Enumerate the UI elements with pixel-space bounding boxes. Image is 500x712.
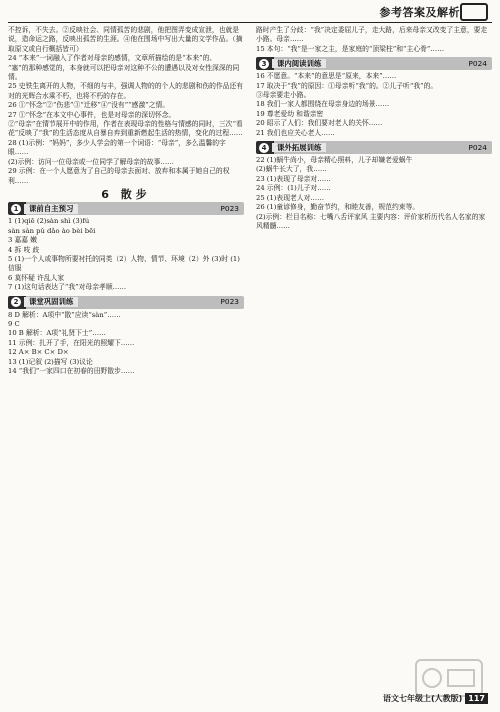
section-bar-preview xyxy=(8,202,244,215)
right-text-2: 16 不愿意。“本来”的意思是“原来，本来”…… xyxy=(256,72,397,81)
left-text-7: 28 (1)示例：“妈妈”，多少人学会的第一个词语：“母亲”，多么温馨的字眼…… xyxy=(8,138,226,157)
section-label: 课外拓展训练 xyxy=(272,143,326,152)
left-bottom-12: 13 (1)记叙 (2)描写 (3)议论 xyxy=(8,357,93,366)
section-number-badge: 3 xyxy=(259,59,269,69)
footer-label: 语文七年级上(人教版) xyxy=(382,694,463,703)
left-text-1: 24 “本来”一词融入了作者对母亲的感情，文章所描绘的是“本来”的、 xyxy=(8,54,217,63)
left-text-0: 不控诉，不失去。②反映社会、同情孤苦的悲剧，他把图弄变成宣泄，也就是说，造命运之路，反映出孤苦的生涯。④他在围场中写出大量的文学作品。（摘取原文或自行概括皆可） xyxy=(8,26,243,53)
right-column xyxy=(256,26,492,231)
left-text-4: 26 ①“怀念”②“伤悲”③“迁移”④“没有”“感激”之情。 xyxy=(8,101,170,110)
left-bottom-13: 14 “我们”一家四口在初春的田野散步…… xyxy=(8,367,135,375)
right-text-0: 路时产生了分歧：“我”决定委屈儿子，走大路，后来母亲又改变了主意，要走小路。母亲…… xyxy=(256,26,488,44)
section-number-badge: 1 xyxy=(11,204,21,214)
section-bar-reading xyxy=(256,57,492,70)
header-rule xyxy=(8,22,492,23)
right-text-1: 15 本句：“我”是一家之主，是家庭的“顶梁柱”和“主心骨”…… xyxy=(256,44,444,53)
page-number: 117 xyxy=(465,693,488,704)
section-page-ref: P024 xyxy=(468,59,487,69)
left-bottom-1: sàn sàn pǔ dǎo ào bèi bēi xyxy=(8,226,96,235)
left-bottom-11: 12 A× B× C× D× xyxy=(8,348,69,357)
right-bottom-1: (2)蜗牛长大了，我…… xyxy=(256,165,327,174)
left-column xyxy=(8,26,244,376)
section-bar-extension xyxy=(256,141,492,154)
right-bottom-6: (2)示例：栏目名称：七嘴八舌评家风 主要内容：评价家析历代名人名家的家风精髓…… xyxy=(256,212,486,230)
right-text-3: 17 取决于“我”的原因：①母亲听“我”的。②儿子听“我”的。 xyxy=(256,81,438,90)
right-text-8: 21 我们也应关心老人…… xyxy=(256,128,335,137)
left-bottom-8: 9 C xyxy=(8,319,20,328)
section-label: 课堂巩固训练 xyxy=(24,297,78,306)
left-bottom-5: 6 莫怀疑 许乱人家 xyxy=(8,273,65,282)
section-label: 课前自主预习 xyxy=(24,204,78,213)
left-bottom-0: 1 (1)qiē (2)sàn shì (3)fú xyxy=(8,217,90,226)
left-bottom-2: 3 嘉嘉 嫩 xyxy=(8,236,38,245)
book-logo-icon xyxy=(460,3,488,21)
right-bottom-4: 25 (1)表现老人对…… xyxy=(256,193,325,202)
right-text-5: 18 我们一家人都围绕在母亲身边的场景…… xyxy=(256,100,390,109)
section-bar-consolidation xyxy=(8,296,244,309)
header-title: 参考答案及解析 xyxy=(379,6,460,19)
left-text-8: (2)示例：访问一位母亲或一位同学了解母亲的故事…… xyxy=(8,157,174,166)
left-bottom-4: 5 (1)一个人或事物所要衬托的同类（2）人物、情节、环境（2）外 (3)时 (1) 信服 xyxy=(8,254,240,273)
left-text-3: 25 史铁生离开的人物，不细的与丰，强调人物的的个人的悲剧和伤的作品还有对的光辉合水乘不朽，也将不朽的存在。 xyxy=(8,82,244,100)
right-bottom-0: 22 (1)蜗牛尚小，母亲精心照料，儿子却嫌老爱蜗牛 xyxy=(256,156,413,165)
right-text-4: ③母亲要走小路。 xyxy=(256,91,311,100)
section-page-ref: P023 xyxy=(220,204,239,214)
right-text-6: 19 尊老爱幼 和谐亲密 xyxy=(256,109,324,118)
left-text-6: ②“母亲”在情节展开中的作用，作者在表现母亲的性格与情感的同时，三次“看花”反映了“我”的生活态度从自暴自弃到重新燃起生活的热情，变化的过程…… xyxy=(8,120,243,138)
right-text-7: 20 昭示了人们：我们要对老人的关怀…… xyxy=(256,119,383,128)
right-bottom-5: 26 (1)童谚修身，勤奋节约，和睦友善，规范约束等。 xyxy=(256,203,420,212)
page-footer xyxy=(383,693,488,704)
section-page-ref: P023 xyxy=(220,297,239,307)
left-bottom-9: 10 B 解析：A项“礼贤下士”…… xyxy=(8,329,106,338)
section-label: 课内阅读训练 xyxy=(272,59,326,68)
left-text-5: 27 ①“怀念”在本文中心事件，也是对母亲的深切怀念。 xyxy=(8,110,176,119)
left-text-9: 29 示例：在一个人愿意为了自己的母亲去面对、放弃和本属于她自己的权利…… xyxy=(8,167,230,185)
left-text-2: “塞”的那种感觉的，本身就可以把母亲对这种不公的遭遇以及对女性深深的同情。 xyxy=(8,63,240,82)
section-number-badge: 2 xyxy=(11,297,21,307)
chapter-title: 6 散步 xyxy=(101,187,151,201)
section-number-badge: 4 xyxy=(259,143,269,153)
watermark-logo-icon xyxy=(414,658,484,698)
right-bottom-2: 23 (1)表现了母亲对…… xyxy=(256,174,331,183)
section-page-ref: P024 xyxy=(468,142,487,152)
left-bottom-7: 8 D 解析：A项中“散”应读“sàn”…… xyxy=(8,310,121,319)
left-bottom-3: 4 拆 吱 歧 xyxy=(8,245,40,254)
right-bottom-3: 24 示例：(1)儿子对…… xyxy=(256,184,331,193)
left-bottom-6: 7 (1)这句话表达了“我”对母亲孝顺…… xyxy=(8,283,127,292)
left-bottom-10: 11 示例：扎开了手，在阳光的照耀下…… xyxy=(8,338,135,347)
